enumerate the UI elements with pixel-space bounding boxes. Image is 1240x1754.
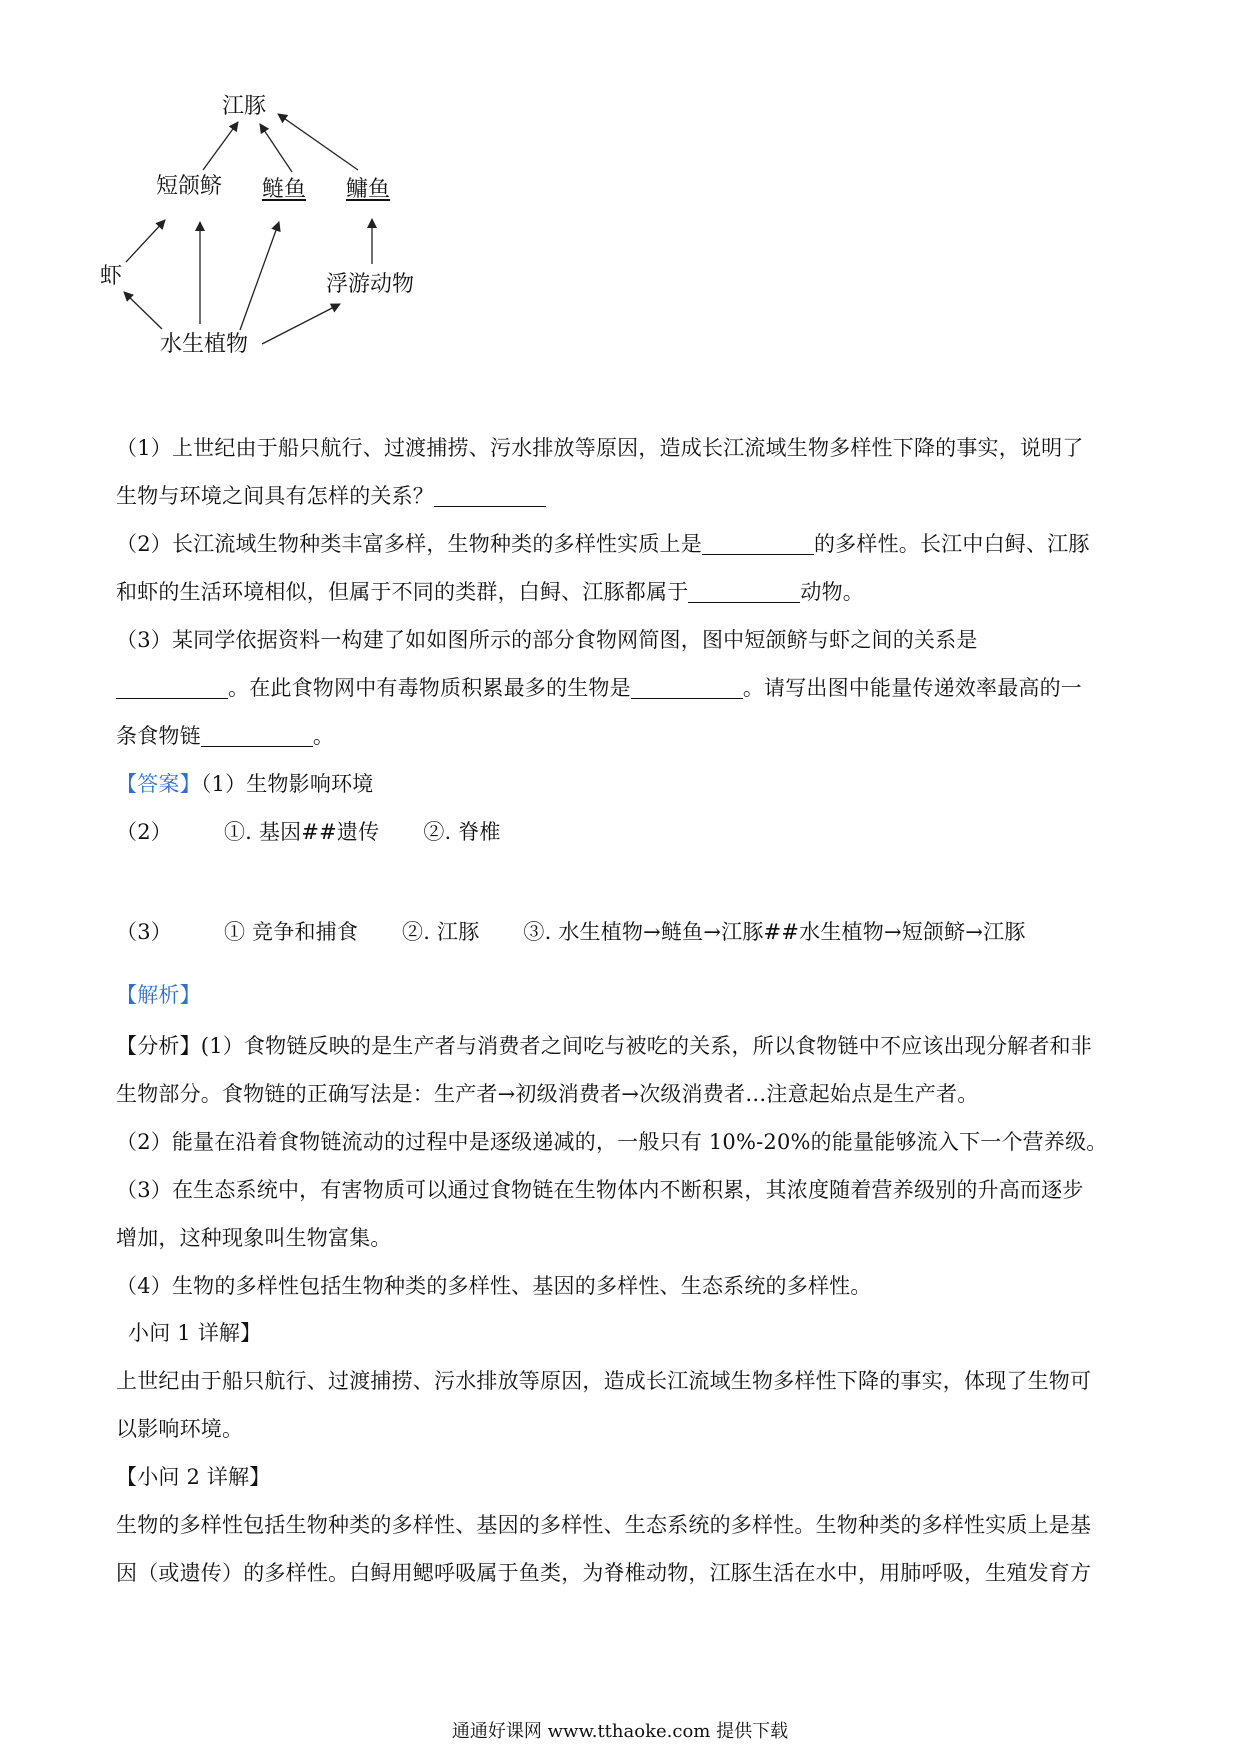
answer-line3 [116, 917, 1126, 947]
q3-line3-a: 条食物链 [116, 724, 201, 748]
analysis-p1-line2: 生物部分。食物链的正确写法是：生产者→初级消费者→次级消费者…注意起始点是生产者。 [116, 1082, 979, 1106]
arrow-shuisheng-to-lianyu [240, 222, 279, 330]
analysis-p4: （4）生物的多样性包括生物种类的多样性、基因的多样性、生态系统的多样性。 [116, 1274, 872, 1298]
q3-line3-b: 。 [312, 724, 335, 748]
q2-line1-b: 的多样性。长江中白鲟、江豚 [813, 532, 1090, 556]
answer-line2 [116, 817, 1126, 847]
arrow-duanhezi-to-jiangtun [203, 122, 238, 170]
page-footer: 通通好课网 www.tthaoke.com 提供下载 [451, 1721, 789, 1742]
q3-line3 [116, 721, 1126, 751]
q2-line2-a: 和虾的生活环境相似，但属于不同的类群，白鲟、江豚都属于 [116, 580, 689, 604]
sub2-line2: 因（或遗传）的多样性。白鲟用鳃呼吸属于鱼类，为脊椎动物，江豚生活在水中，用肺呼吸，生殖发育方 [116, 1561, 1092, 1585]
q2-line1-a: （2）长江流域生物种类丰富多样，生物种类的多样性实质上是 [116, 532, 702, 556]
node-fuyou: 浮游动物 [326, 272, 415, 297]
sub1-line1: 上世纪由于船只航行、过渡捕捞、污水排放等原因，造成长江流域生物多样性下降的事实，体现了生物可 [116, 1369, 1092, 1393]
analysis-p1-line1: 【分析】(1）食物链反映的是生产者与消费者之间吃与被吃的关系，所以食物链中不应该出现分解者和非 [116, 1034, 1092, 1058]
analysis-p3-line1: （3）在生态系统中，有害物质可以通过食物链在生物体内不断积累，其浓度随着营养级别的升高而逐步 [116, 1178, 1084, 1202]
node-shuisheng: 水生植物 [160, 332, 249, 357]
answer-a2-num: （2） [116, 820, 172, 844]
answer-blank-5 [631, 676, 743, 699]
answer-tag: 【答案】 [116, 772, 201, 796]
answer-blank-3 [688, 580, 800, 603]
arrow-lianyu-to-jiangtun [260, 124, 292, 172]
answer-a3-2: ②. 江豚 [402, 920, 480, 944]
node-lianyu: 鲢鱼 [262, 177, 307, 202]
q2-line2-b: 动物。 [800, 580, 865, 604]
node-xia: 虾 [100, 264, 123, 289]
answer-a2-2: ②. 脊椎 [423, 820, 501, 844]
q1-line1: （1）上世纪由于船只航行、过渡捕捞、污水排放等原因，造成长江流域生物多样性下降的事实，说明了 [116, 436, 1084, 460]
food-web-diagram [100, 92, 480, 412]
sub1-title: 小问 1 详解】 [128, 1321, 262, 1345]
sub2-title: 【小问 2 详解】 [116, 1465, 271, 1489]
q3-line1: （3）某同学依据资料一构建了如如图所示的部分食物网简图，图中短颌鲚与虾之间的关系是 [116, 628, 978, 652]
answer-a3-1: ① 竞争和捕食 [223, 920, 359, 944]
q2-line1 [116, 529, 1126, 559]
food-web-arrows [100, 92, 480, 412]
answer-a2-1: ①. 基因##遗传 [223, 820, 380, 844]
answer-line1 [116, 769, 1126, 799]
answer-blank-6 [201, 724, 313, 747]
arrow-yongyu-to-jiangtun [278, 114, 358, 170]
analysis-p2: （2）能量在沿着食物链流动的过程中是逐级递减的，一般只有 10%-20%的能量能够流入下一个营养级。 [116, 1130, 1108, 1154]
sub1-line2: 以影响环境。 [116, 1417, 244, 1441]
arrow-shuisheng-to-fuyou [262, 304, 340, 344]
answer-blank-1 [434, 484, 546, 507]
q3-line2-a: 。在此食物网中有毒物质积累最多的生物是 [228, 676, 631, 700]
node-jiangtun: 江豚 [222, 94, 267, 119]
arrow-xia-to-duanhezi [126, 220, 165, 262]
q3-line2 [116, 673, 1126, 703]
arrow-shuisheng-to-xia [124, 292, 162, 329]
analysis-tag: 【解析】 [116, 983, 201, 1007]
q1-line2-text: 生物与环境之间具有怎样的关系？ [116, 484, 434, 508]
q2-line2 [116, 577, 1126, 607]
answer-blank-4 [116, 676, 228, 699]
q3-line2-b: 。请写出图中能量传递效率最高的一 [742, 676, 1083, 700]
node-duanhezi: 短颌鲚 [156, 174, 223, 199]
answer-a1: （1）生物影响环境 [200, 772, 374, 796]
sub2-line1: 生物的多样性包括生物种类的多样性、基因的多样性、生态系统的多样性。生物种类的多样性实质上是基 [116, 1513, 1092, 1537]
node-yongyu: 鳙鱼 [346, 177, 391, 202]
q1-line2 [116, 481, 1126, 511]
answer-blank-2 [702, 532, 814, 555]
answer-a3-num: （3） [116, 920, 172, 944]
answer-a3-3: ③. 水生植物→鲢鱼→江豚##水生植物→短颌鲚→江豚 [523, 920, 1026, 944]
analysis-p3-line2: 增加，这种现象叫生物富集。 [116, 1226, 392, 1250]
